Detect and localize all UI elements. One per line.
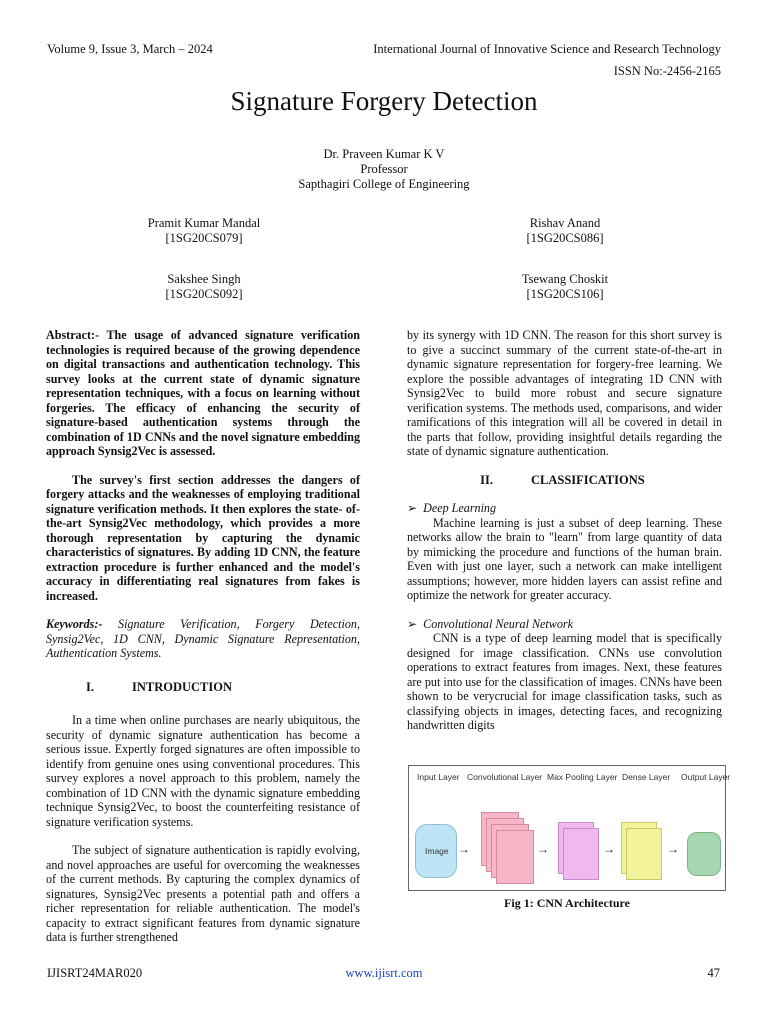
figure-label-conv: Convolutional Layer: [467, 772, 543, 782]
supervisor-block: [0, 147, 768, 192]
pool-layer-sheet: [563, 828, 599, 880]
section-number: I.: [86, 679, 94, 694]
figure-label-input: Input Layer: [417, 772, 460, 782]
arrow-icon: →: [537, 842, 549, 856]
keywords: [46, 617, 360, 661]
left-column: [46, 328, 360, 945]
abstract-paragraph: Abstract:- The usage of advanced signature verification technologies is required because of the growing dependence on digital transactions and authentication technology. This survey looks at the current state of dynamic signature representation techniques, with a focus on learning without forgeries. The efficacy of enhancing the security of signature-based authentication systems through the combination of 1D CNNs and the novel signature embedding approach Synsig2Vec is assessed.: [46, 328, 360, 458]
keywords-label: Keywords:-: [46, 617, 103, 631]
intro-paragraph: The subject of signature authentication is rapidly evolving, and novel approaches are useful for overcoming the weaknesses of the current methods. By capturing the complex dynamics of signatures, Synsig2Vec presents a potential path and offers a richer representation for reliable authentication. The model's capacity to extract significant features from dynamic signature data is further strengthened: [46, 843, 360, 944]
section-heading-introduction: [46, 680, 360, 695]
author-id: [1SG20CS079]: [165, 231, 243, 245]
author-block: [455, 216, 675, 246]
figure-label-pool: Max Pooling Layer: [547, 772, 618, 782]
right-column: [407, 328, 722, 733]
figure-label-output: Output Layer: [681, 772, 731, 782]
supervisor-role: Professor: [360, 162, 408, 176]
keywords-text: Signature Verification, Forgery Detection, Synsig2Vec, 1D CNN, Dynamic Signature Representation, Authentication Systems.: [46, 617, 360, 660]
cnn-architecture-figure: [408, 765, 731, 891]
section-title: INTRODUCTION: [132, 679, 233, 694]
author-name: Pramit Kumar Mandal: [147, 216, 261, 230]
abstract-paragraph: The survey's first section addresses the dangers of forgery attacks and the weaknesses of employing traditional signature verification methods. It then explores the state- of-the-art Synsig2Vec methodology, which provides a more thorough representation by capturing the dynamic characteristics of signatures. By adding 1D CNN, the feature extraction procedure is further enhanced and the model's accuracy in differentiating real signatures from fakes is increased.: [46, 472, 360, 603]
cnn-paragraph: CNN is a type of deep learning model that is specifically designed for image classification. CNNs use convolution operations to extract features from images. Next, these features are put into use for the classification of images. CNNs have been shown to be verycrucial for image classification tasks, such as classifying objects in images, detecting faces, and recognizing handwritten digits: [407, 631, 722, 732]
arrow-icon: →: [458, 842, 470, 856]
supervisor-institution: Sapthagiri College of Engineering: [298, 177, 470, 191]
dense-layer-sheet: [626, 828, 662, 880]
section-title: CLASSIFICATIONS: [531, 472, 645, 487]
author-name: Tsewang Choskit: [521, 272, 609, 286]
arrow-bullet-icon: ➢: [407, 501, 418, 515]
section-heading-classifications: [407, 473, 722, 488]
input-image-node: [415, 824, 457, 878]
author-block: [94, 216, 314, 246]
arrow-icon: →: [603, 842, 615, 856]
subsection-title: Deep Learning: [423, 501, 497, 515]
author-id: [1SG20CS086]: [526, 231, 604, 245]
intro-paragraph: In a time when online purchases are nearly ubiquitous, the security of dynamic signature authentication has become a serious issue. Expertly forged signatures are often impossible to identify from genuine ones using conventional procedures. This survey explores a novel approach to this problem, namely the combination of 1D CNN with the dynamic signature embedding technique Synsig2Vec, to boost the counterfeiting resistance of signature verification systems.: [46, 713, 360, 829]
figure-label-dense: Dense Layer: [622, 772, 671, 782]
issn: ISSN No:-2456-2165: [613, 64, 721, 78]
author-id: [1SG20CS092]: [165, 287, 243, 301]
supervisor-name: Dr. Praveen Kumar K V: [323, 147, 445, 161]
volume-info: Volume 9, Issue 3, March – 2024: [47, 42, 213, 56]
author-name: Sakshee Singh: [167, 272, 241, 286]
conv-layer-sheet: [496, 830, 534, 884]
journal-url[interactable]: www.ijisrt.com: [345, 966, 423, 980]
author-block: [455, 272, 675, 302]
paper-title: Signature Forgery Detection: [230, 86, 538, 116]
author-block: [94, 272, 314, 302]
figure-caption: Fig 1: CNN Architecture: [504, 896, 630, 910]
arrow-icon: →: [667, 842, 679, 856]
output-node: [687, 832, 721, 876]
deep-learning-paragraph: Machine learning is just a subset of deep learning. These networks allow the brain to "learn" from large quantity of data by mimicking the procedure and functions of the human brain. Even with just one layer, such a network can make intelligent assumptions; however, more hidden layers can assist refine and optimize the network for greater accuracy.: [407, 515, 722, 602]
section-number: II.: [480, 472, 493, 487]
author-name: Rishav Anand: [529, 216, 601, 230]
image-node-label: Image: [425, 846, 449, 856]
author-id: [1SG20CS106]: [526, 287, 604, 301]
paper-code: IJISRT24MAR020: [47, 966, 143, 980]
subsection-cnn: [407, 617, 722, 632]
intro-continuation: by its synergy with 1D CNN. The reason for this short survey is to give a succinct summary of the current state-of-the-art in dynamic signature representation for forgery-free learning. We explore the possible advantages of integrating 1D CNN with Synsig2Vec to build more robust and secure signature verification systems. The methods used, comparisons, and wider ramifications of this integration will all be covered in detail in the parts that follow, providing insightful details regarding the state of dynamic signature authentication.: [407, 328, 722, 458]
page-number: 47: [707, 966, 720, 980]
journal-name: International Journal of Innovative Science and Research Technology: [373, 42, 721, 56]
subsection-deep-learning: [407, 501, 722, 516]
subsection-title: Convolutional Neural Network: [423, 616, 573, 631]
arrow-bullet-icon: ➢: [407, 616, 418, 631]
